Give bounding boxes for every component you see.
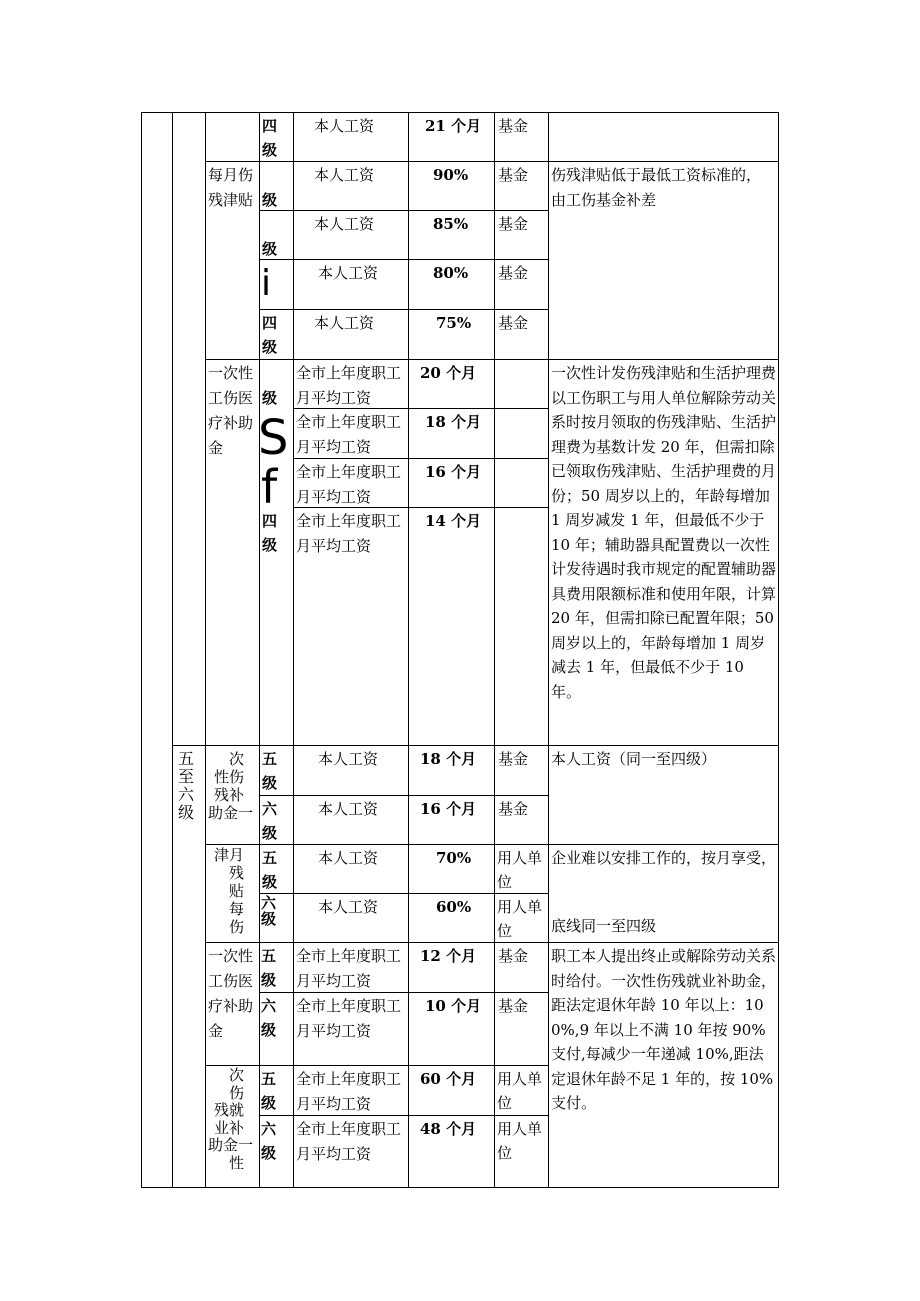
grade-cell: 六 级 [261,894,277,928]
table-line [259,112,260,1188]
payer-cell: 用人单 位 [497,849,543,891]
base-cell: 本人工资 [318,264,379,282]
base-cell: 全市上年度职工月平均工资 [296,364,402,407]
monthly-allowance-label: 每月伤 残津贴 [208,166,254,209]
grade-cell: 级 [262,191,278,209]
table-line [172,112,173,1188]
table-line [205,112,206,1188]
amount-cell: 18 个月 [425,413,482,431]
grade-cell: 级 [262,389,278,407]
payer-cell: 基金 [498,947,529,965]
base-cell: 本人工资 [318,750,379,768]
grade-cell: 四 级 [262,512,278,554]
payer-cell: 基金 [498,314,529,332]
base-cell: 本人工资 [314,314,375,332]
grade-cell: 五 级 [261,947,277,989]
table-line [205,1065,548,1066]
payer-cell: 基金 [498,750,529,768]
grade-cell: 六 级 [262,800,278,842]
grade-cell: i [261,263,272,304]
base-cell: 本人工资 [318,800,379,818]
note-monthly-2a: 企业难以安排工作的，按月享受， [551,849,777,867]
grade-cell: 五 级 [262,750,278,792]
payer-cell: 基金 [498,117,529,135]
payer-cell: 用人单 位 [497,1070,543,1112]
grade-cell: 四 级 [262,117,278,159]
amount-cell: 90% [433,166,469,184]
note-allowance: 伤残津贴低于最低工资标准的，由工伤基金补差 [551,166,762,209]
base-cell: 本人工资 [314,215,375,233]
base-cell: 本人工资 [318,898,379,916]
grade-cell: 五 级 [261,1070,277,1112]
base-cell: 本人工资 [314,166,375,184]
monthly-allowance-label-2: 津月 残 贴 每 伤 [213,846,244,936]
base-cell: 全市上年度职工月平均工资 [296,1070,402,1113]
grade-cell: S [258,410,289,466]
table-line [172,745,778,746]
grade-cell: 六 级 [261,997,277,1039]
grade-cell: f [261,460,278,514]
grade-cell: 四 级 [262,314,278,356]
base-cell: 全市上年度职工月平均工资 [296,463,402,506]
amount-cell: 60 个月 [420,1070,477,1088]
table-border-top [141,112,779,113]
note-lump: 本人工资（同一至四级） [551,750,717,768]
base-cell: 全市上年度职工月平均工资 [296,997,402,1040]
base-cell: 全市上年度职工月平均工资 [296,413,402,456]
amount-cell: 85% [433,215,469,233]
grade-cell: 六 级 [261,1120,277,1162]
amount-cell: 75% [436,314,472,332]
medical-subsidy-label: 一次性 工伤医 疗补助 金 [208,364,254,457]
base-cell: 全市上年度职工月平均工资 [296,512,402,555]
table-line [259,795,548,796]
amount-cell: 20 个月 [420,364,477,382]
base-cell: 本人工资 [318,849,379,867]
table-line [205,844,778,845]
amount-cell: 16 个月 [420,800,477,818]
amount-cell: 48 个月 [420,1120,477,1138]
table-line [259,259,548,260]
note-monthly-2b: 底线同一至四级 [551,917,657,935]
grade-cell: 级 [262,240,278,258]
table-line [548,112,549,1188]
medical-subsidy-label-2: 一次性 工伤医 疗补助 金 [208,947,254,1040]
grade-cell: 五 级 [262,849,278,891]
amount-cell: 12 个月 [420,947,477,965]
table-border-bottom [141,1187,779,1188]
lump-sum-label: 次 性伤 残补 助金一 [208,750,254,822]
base-cell: 本人工资 [314,117,375,135]
table-line [293,112,294,1188]
employment-subsidy-label: 次 伤 残就 业补 助金一 性 [208,1066,254,1172]
table-border-left [141,112,142,1188]
payer-cell: 基金 [498,264,529,282]
group-label-5-6: 五至六级 [177,749,194,822]
table-line [205,161,778,162]
payer-cell: 基金 [498,800,529,818]
table-line [205,942,778,943]
table-border-right [778,112,779,1188]
table-line [259,210,548,211]
table-line [259,309,548,310]
payer-cell: 基金 [498,166,529,184]
payer-cell: 基金 [498,215,529,233]
amount-cell: 60% [436,898,472,916]
amount-cell: 21 个月 [425,117,482,135]
amount-cell: 16 个月 [425,463,482,481]
amount-cell: 10 个月 [425,997,482,1015]
amount-cell: 70% [436,849,472,867]
table-line [408,112,409,1188]
amount-cell: 14 个月 [425,512,482,530]
base-cell: 全市上年度职工月平均工资 [296,947,402,990]
table-line [205,359,778,360]
note-employment: 职工本人提出终止或解除劳动关系时给付。一次性伤残就业补助金，距法定退休年龄 10 年以上：100%,9 年以上不满 10 年按 90%支付,每减少一年递减 10%,距法定退休年龄不足 1 年的，按 10%支付。 [551,947,777,1112]
payer-cell: 用人单 位 [497,898,543,940]
note-medical: 一次性计发伤残津贴和生活护理费以工伤职工与用人单位解除劳动关系时按月领取的伤残津贴、生活护理费为基数计发 20 年，但需扣除已领取伤残津贴、生活护理费的月份；50 周岁以上的，年龄每增加 1 周岁减发 1 年，但最低不少于 10 年；辅助器具配置费以一次性计发待遇时我市规定的配置辅助器具费用限额标准和使用年限，计算 20 年，但需扣除已配置年限；50 周岁以上的，年龄每增加 1 周岁减去 1 年，但最低不少于 10 年。 [551,364,777,701]
amount-cell: 80% [433,264,469,282]
base-cell: 全市上年度职工月平均工资 [296,1120,402,1163]
amount-cell: 18 个月 [420,750,477,768]
payer-cell: 基金 [498,997,529,1015]
table-line [494,112,495,1188]
payer-cell: 用人单 位 [497,1120,543,1162]
